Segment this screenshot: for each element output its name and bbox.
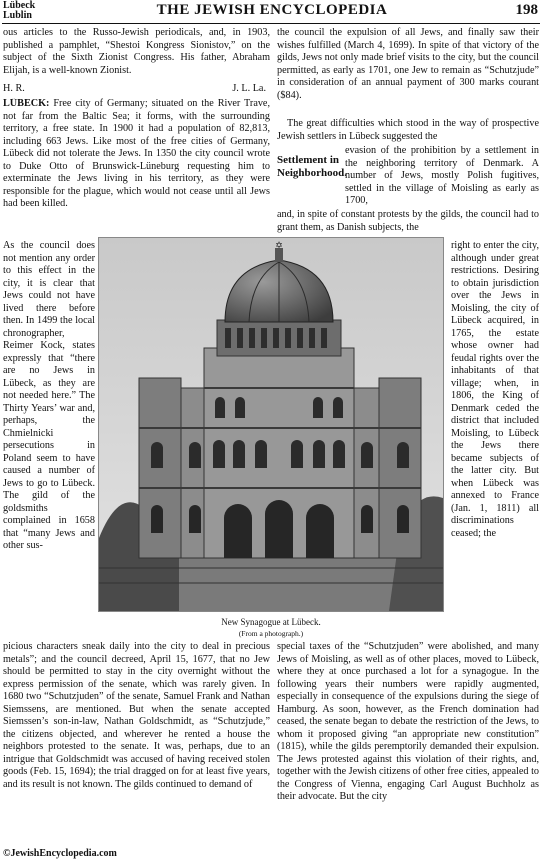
synagogue-illustration — [99, 238, 443, 611]
caption-title: New Synagogue at Lübeck. — [221, 617, 321, 627]
right-narrow-column: right to enter the city, although under great restrictions. Desiring to obtain jurisdiction over the Jews in Moisling, the city of Lübeck acquired, in 1765, the estate whose owner had feudal rights over the inhabitants of that village; when, in 1806, the King of Denmark ceded the district that included Moisling, to Lübeck the Jews there became subjects of the latter city. But when Lübeck was annexed to France (Jan. 1, 1811) all discriminations ceased; the — [451, 240, 539, 539]
right-bottom-paragraph: special taxes of the “Schutzjuden” were abolished, and many Jews of Moisling, as well as of other places, moved to Lübeck, where they at once purchased a lot for a synagogue. In the following years their numbers were rapidly augmented, especially in consequence of the expulsions during the siege of Hamburg. As soon, however, as the French domination had ceased, the senate began to debate the restriction of the Jews, to whom it proposed giving “an appropriate new constitution” (1815), while the gilds peremptorily demanded their expulsion. The Jews protested against this violation of their rights, and, together with the Jewish citizens of other free cities, appealed to the Congress of Vienna, engaging Carl August Buchholz as their advocate. But the city — [277, 641, 539, 802]
footer-watermark: ©JewishEncyclopedia.com — [3, 848, 117, 859]
page-number: 198 — [515, 2, 538, 18]
synagogue-figure — [98, 237, 444, 642]
guide-word-bottom: Lublin — [3, 10, 32, 21]
header-rule — [2, 23, 540, 24]
settlement-paragraph-full-line: and, in spite of constant protests by the gilds, the council had to grant them, as Danish subjects, the — [277, 209, 539, 233]
right-top-paragraph: the council the expulsion of all Jews, and finally saw their wishes fulfilled (March 4, 1699). In spite of that victory of the gilds, Jews not only made brief visits to the city, but the council permitted, as early as 1701, one Jew to remain as “Schutzjude” in consideration of an annual payment of 300 marks courant ($84). — [277, 27, 539, 101]
page-title: THE JEWISH ENCYCLOPEDIA — [156, 2, 388, 18]
signature-initials: H. R. — [3, 83, 25, 94]
settlement-paragraph-beside-sidenote: evasion of the prohibition by a settlement in the neighboring territory of Denmark. A number of Jews, mostly Polish fugitives, settled in the village of Moisling as early as 1700, — [345, 145, 539, 206]
sidenote-settlement: Settlement in Neighborhood. — [277, 154, 347, 179]
lubeck-entry-paragraph — [3, 98, 270, 238]
running-header — [0, 0, 544, 24]
synagogue-photograph — [98, 237, 444, 612]
signature-author: J. L. La. — [232, 83, 266, 94]
left-bottom-paragraph: picious characters sneak daily into the city to deal in precious metals”; and the council decreed, April 15, 1677, that no Jew should be permitted to stay in the city overnight without the express permission of the senate, which was rarely given. In 1680 two “Schutzjuden” of the senate, Samuel Frank and Nathan Siemssens, are mentioned. But when the senate accepted Siemssen’s son-in-law, Nathan Goldschmidt, as “Schutzjude,” the citizens objected, and wherever he rented a house the neighbors protested to the senate. It was, perhaps, due to an intrigue that Goldschmidt was accused of having received stolen goods (Feb. 15, 1694); the trial dragged on for at least five years, and its result is not known. The gilds continued to demand of — [3, 641, 270, 790]
entry-headword: LÜBECK: — [3, 98, 50, 109]
guide-word-top: Lübeck — [3, 0, 36, 11]
figure-caption — [98, 617, 444, 639]
caption-credit: (From a photograph.) — [238, 629, 304, 638]
entry-text: Free city of Germany; situated on the River Trave, not far from the Baltic Sea; it forms, with the surrounding territory, a free state. In 1900 it had a population of 82,813, including 663 Jews. Like most of the free cities of Germany, Lübeck did not tolerate the Jews. In 1350 the city council wrote to Duke Otto of Brunswick-Lüneburg requesting him to exterminate the Jews living in his territory, as they were responsible for the plague, which would not cease until all Jews had been killed. — [3, 98, 270, 209]
left-narrow-column: As the council does not mention any order to this effect in the city, it is clear that Jews could not have lived there before then. In 1499 the local chronographer, Reimer Kock, states expressly that “there are no Jews in Lübeck, as they are not needed here.” The Thirty Years’ war and, perhaps, the Chmielnicki persecutions in Poland seem to have caused a number of Jews to go to Lübeck. The gild of the goldsmiths complained in 1658 that “many Jews and other sus- — [3, 240, 95, 551]
svg-text:✡: ✡ — [275, 241, 283, 251]
settlement-paragraph-start: The great difficulties which stood in the way of prospective Jewish settlers in Lübeck suggested the — [277, 118, 539, 142]
left-intro-paragraph: ous articles to the Russo-Jewish periodicals, and, in 1903, published a pamphlet, “Shestoi Kongress Sionistov,” on the subject of the Sixth Zionist Congress. His father, Abraham Elijah, is a well-known Zionist. — [3, 27, 270, 76]
